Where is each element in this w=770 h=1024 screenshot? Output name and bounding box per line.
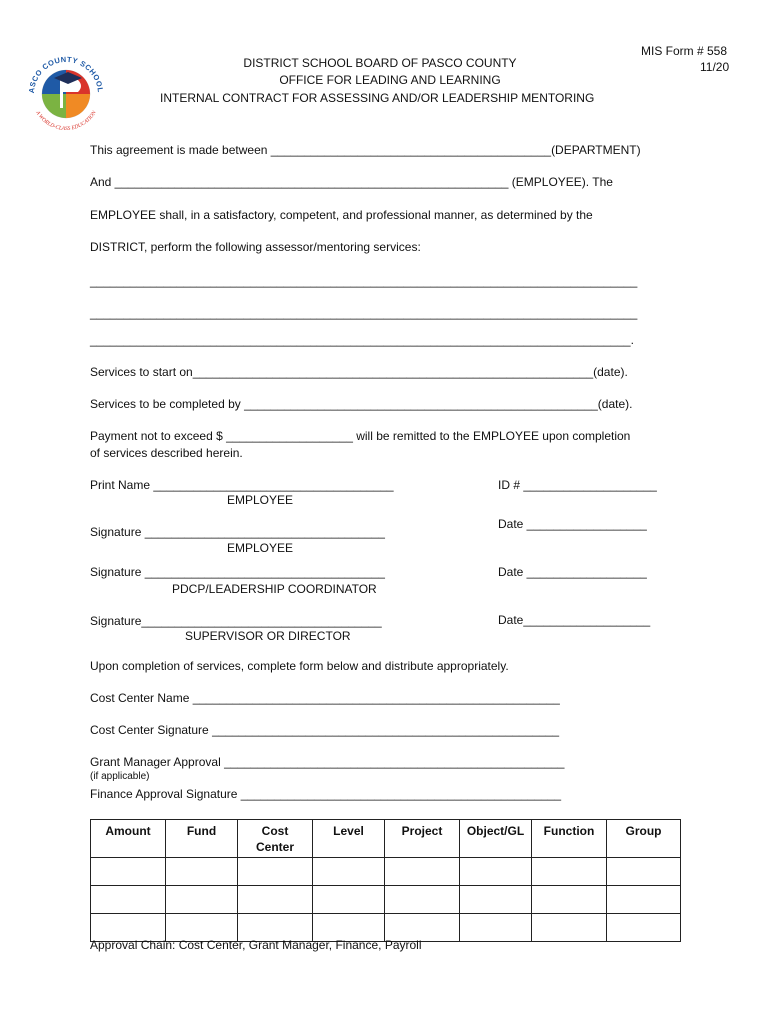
form-date: 11/20: [700, 60, 730, 74]
column-header-project: Project: [385, 820, 460, 858]
table-cell[interactable]: [607, 858, 681, 886]
table-cell[interactable]: [532, 914, 607, 942]
title-line-1: DISTRICT SCHOOL BOARD OF PASCO COUNTY: [243, 56, 517, 70]
account-code-table: [90, 819, 681, 942]
table-cell[interactable]: [313, 858, 385, 886]
cost-center-signature-field[interactable]: Cost Center Signature ____________________________________________________: [90, 723, 560, 737]
employee-signature-caption: EMPLOYEE: [227, 541, 294, 555]
table-row: [91, 858, 681, 886]
table-cell[interactable]: [460, 914, 532, 942]
employee-signature-field[interactable]: Signature ____________________________________: [90, 525, 385, 539]
finance-approval-field[interactable]: Finance Approval Signature ________________________________________________: [90, 787, 562, 801]
agreement-line[interactable]: This agreement is made between __________________________________________(DEPARTMENT): [90, 143, 641, 157]
column-header-fund: Fund: [166, 820, 238, 858]
table-cell[interactable]: [238, 858, 313, 886]
column-header-function: Function: [532, 820, 607, 858]
and-line[interactable]: And ___________________________________________________________ (EMPLOYEE). The: [90, 175, 613, 189]
table-cell[interactable]: [532, 886, 607, 914]
title-line-2: OFFICE FOR LEADING AND LEARNING: [279, 73, 501, 87]
payment-line-1[interactable]: Payment not to exceed $ ___________________ will be remitted to the EMPLOYEE upon completion: [90, 429, 631, 443]
column-header-level: Level: [313, 820, 385, 858]
employee-date-field[interactable]: Date __________________: [498, 517, 647, 531]
form-number: MIS Form # 558: [641, 44, 728, 58]
table-cell[interactable]: [166, 858, 238, 886]
services-blank-line-3[interactable]: _________________________________________________________________________________.: [90, 333, 634, 347]
id-field[interactable]: ID # ____________________: [498, 478, 657, 492]
table-cell[interactable]: [460, 886, 532, 914]
table-cell[interactable]: [91, 858, 166, 886]
services-start-line[interactable]: Services to start on____________________________________________________________(date).: [90, 365, 628, 379]
table-cell[interactable]: [91, 886, 166, 914]
supervisor-signature-caption: SUPERVISOR OR DIRECTOR: [185, 629, 351, 643]
if-applicable-note: (if applicable): [90, 771, 150, 782]
table-cell[interactable]: [166, 886, 238, 914]
cost-center-header-line-2: Center: [255, 840, 294, 854]
print-name-field[interactable]: Print Name ____________________________________: [90, 478, 394, 492]
cost-center-name-field[interactable]: Cost Center Name _______________________________________________________: [90, 691, 560, 705]
table-cell[interactable]: [607, 914, 681, 942]
district-line: DISTRICT, perform the following assessor/mentoring services:: [90, 240, 421, 254]
services-blank-line-1[interactable]: __________________________________________________________________________________: [90, 274, 638, 288]
column-header-cost-center: [238, 820, 313, 858]
table-cell[interactable]: [385, 886, 460, 914]
table-cell[interactable]: [313, 886, 385, 914]
table-cell[interactable]: [385, 858, 460, 886]
completion-instruction: Upon completion of services, complete form below and distribute appropriately.: [90, 659, 509, 673]
services-complete-line[interactable]: Services to be completed by _____________________________________________________(date).: [90, 397, 633, 411]
table-cell[interactable]: [238, 886, 313, 914]
coordinator-signature-field[interactable]: Signature ____________________________________: [90, 565, 385, 579]
column-header-object-gl: Object/GL: [460, 820, 532, 858]
column-header-group: Group: [607, 820, 681, 858]
logo-text-bottom: A WORLD-CLASS EDUCATION: [34, 110, 98, 133]
table-cell[interactable]: [532, 858, 607, 886]
logo-text-top: ASCO COUNTY SCHOOL: [26, 54, 106, 94]
employee-shall-line: EMPLOYEE shall, in a satisfactory, competent, and professional manner, as determined by the: [90, 208, 593, 222]
pasco-county-schools-logo: [22, 48, 110, 136]
supervisor-date-field[interactable]: Date___________________: [498, 613, 651, 627]
table-cell[interactable]: [460, 858, 532, 886]
column-header-amount: Amount: [91, 820, 166, 858]
supervisor-signature-field[interactable]: Signature____________________________________: [90, 614, 382, 628]
services-blank-line-2[interactable]: __________________________________________________________________________________: [90, 306, 638, 320]
table-row: [91, 886, 681, 914]
title-line-3: INTERNAL CONTRACT FOR ASSESSING AND/OR LEADERSHIP MENTORING: [160, 91, 595, 105]
print-name-caption: EMPLOYEE: [227, 493, 294, 507]
table-cell[interactable]: [607, 886, 681, 914]
cost-center-header-line-1: Cost: [261, 824, 289, 838]
approval-chain: Approval Chain: Cost Center, Grant Manager, Finance, Payroll: [90, 938, 422, 952]
table-header-row: [91, 820, 681, 858]
coordinator-signature-caption: PDCP/LEADERSHIP COORDINATOR: [172, 582, 377, 596]
payment-line-2: of services described herein.: [90, 446, 243, 460]
grant-manager-approval-field[interactable]: Grant Manager Approval ___________________________________________________: [90, 755, 565, 769]
coordinator-date-field[interactable]: Date __________________: [498, 565, 647, 579]
